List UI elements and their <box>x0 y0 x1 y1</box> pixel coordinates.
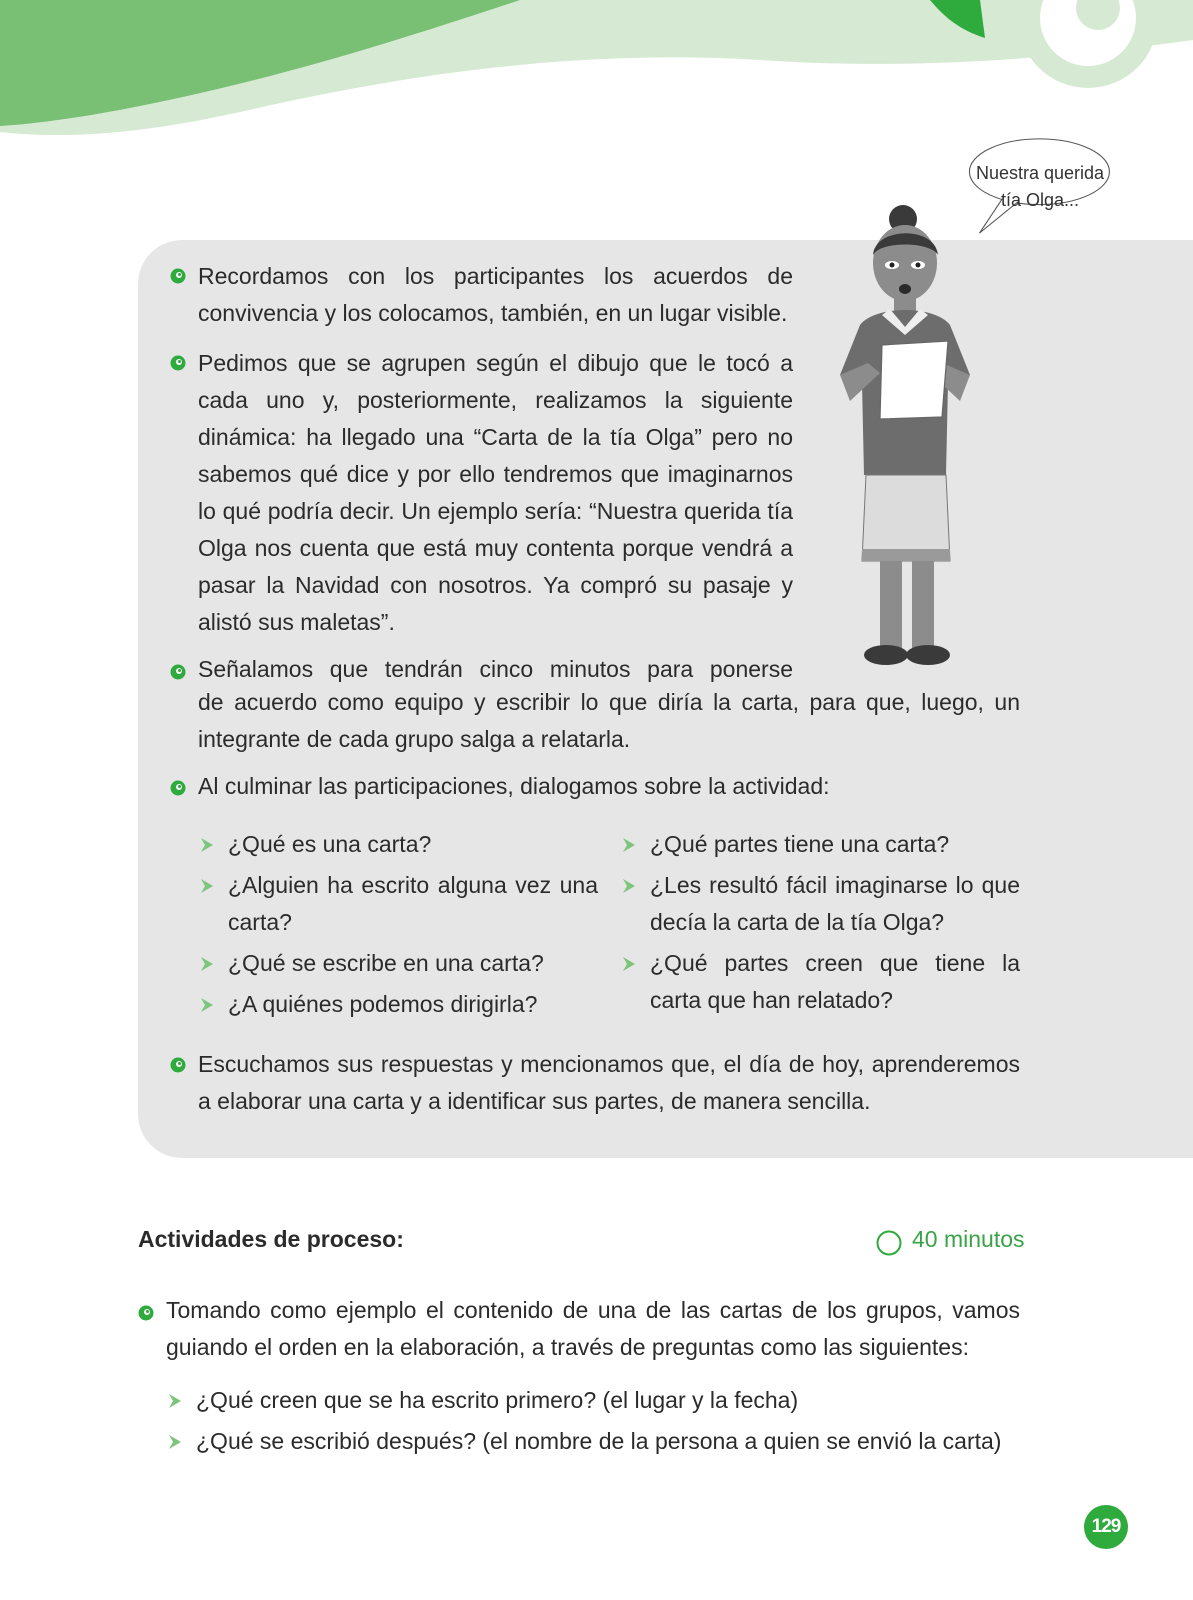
woman-reading-letter-illustration <box>820 205 1020 685</box>
process-intro: Tomando como ejemplo el contenido de una de las cartas de los grupos, vamos guiando el orden en la elaboración, a través de preguntas como las siguientes: <box>166 1297 1020 1360</box>
chevron-right-icon <box>622 956 636 972</box>
intro-item-3a: Señalamos que tendrán cinco minutos para ponerse <box>198 656 793 682</box>
chevron-right-icon <box>200 837 214 853</box>
intro-item-3b: de acuerdo como equipo y escribir lo que diría la carta, para que, luego, un integrante de cada grupo salga a relatarla. <box>198 689 1020 752</box>
process-question-1: ¿Qué creen que se ha escrito primero? (el lugar y la fecha) <box>196 1387 799 1413</box>
page-number-badge: 129 <box>1084 1505 1128 1549</box>
chevron-right-icon <box>622 878 636 894</box>
chevron-right-icon <box>168 1393 182 1409</box>
green-bullet-icon <box>170 664 186 680</box>
chevron-right-icon <box>200 956 214 972</box>
green-bullet-icon <box>170 1057 186 1073</box>
chevron-right-icon <box>200 997 214 1013</box>
green-bullet-icon <box>170 355 186 371</box>
chevron-right-icon <box>200 878 214 894</box>
question-right-1: ¿Qué partes tiene una carta? <box>650 831 950 857</box>
clock-icon <box>876 1230 902 1256</box>
green-bullet-icon <box>170 780 186 796</box>
intro-item-1: Recordamos con los participantes los acuerdos de convivencia y los colocamos, también, en un lugar visible. <box>198 263 793 326</box>
process-question-2: ¿Qué se escribió después? (el nombre de la persona a quien se envió la carta) <box>196 1428 1002 1454</box>
question-left-2: ¿Alguien ha escrito alguna vez una carta? <box>228 872 598 935</box>
question-left-3: ¿Qué se escribe en una carta? <box>228 950 544 976</box>
question-right-2: ¿Les resultó fácil imaginarse lo que decía la carta de la tía Olga? <box>650 872 1020 935</box>
duration-label: 40 minutos <box>912 1226 1025 1252</box>
bubble-line-2: tía Olga... <box>1000 190 1080 210</box>
section-title: Actividades de proceso: <box>138 1226 404 1252</box>
green-bullet-icon <box>170 268 186 284</box>
question-left-4: ¿A quiénes podemos dirigirla? <box>228 991 538 1017</box>
intro-item-4: Al culminar las participaciones, dialogamos sobre la actividad: <box>198 773 830 799</box>
chevron-right-icon <box>168 1434 182 1450</box>
green-bullet-icon <box>138 1305 154 1321</box>
intro-item-2: Pedimos que se agrupen según el dibujo que le tocó a cada uno y, posteriormente, realizamos la siguiente dinámica: ha llegado una “Carta de la tía Olga” pero no sabemos qué dice y por ello tendremos que imaginarnos lo qué podría decir. Un ejemplo sería: “Nuestra querida tía Olga nos cuenta que está muy contenta porque vendrá a pasar la Navidad con nosotros. Ya compró su pasaje y alistó sus maletas”. <box>198 350 793 635</box>
header-wave-decoration <box>0 0 1193 150</box>
closing-item: Escuchamos sus respuestas y mencionamos que, el día de hoy, aprenderemos a elaborar una carta y a identificar sus partes, de manera sencilla. <box>198 1051 1020 1114</box>
question-left-1: ¿Qué es una carta? <box>228 831 432 857</box>
bubble-line-1: Nuestra querida <box>975 163 1105 183</box>
chevron-right-icon <box>622 837 636 853</box>
question-right-3: ¿Qué partes creen que tiene la carta que han relatado? <box>650 950 1020 1013</box>
